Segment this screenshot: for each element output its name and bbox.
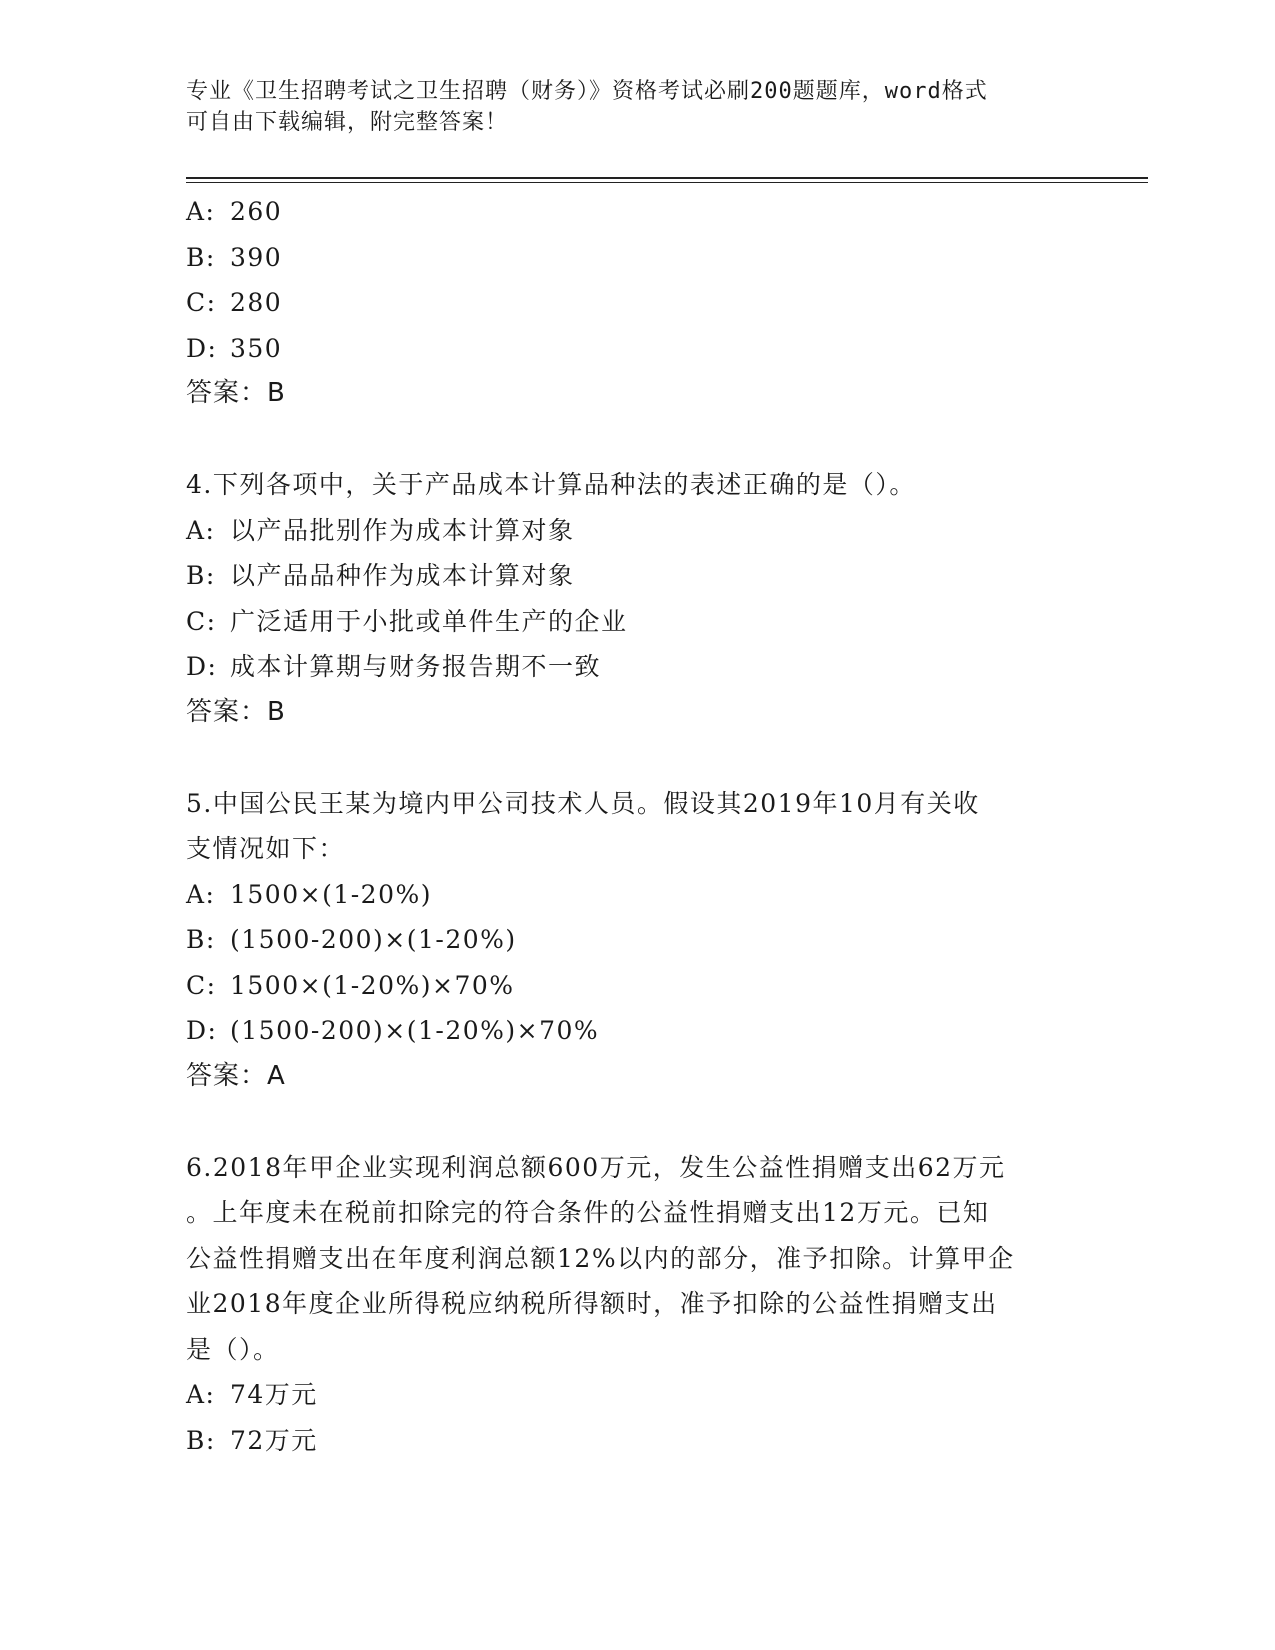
question-stem-line-5: 是（）。	[186, 1334, 280, 1364]
question-4	[186, 462, 1086, 735]
option-b: B: 以产品品种作为成本计算对象	[186, 561, 575, 590]
question-stem-line-4: 业2018年度企业所得税应纳税所得额时，准予扣除的公益性捐赠支出	[186, 1289, 998, 1318]
option-c: C: 1500×(1-20%)×70%	[186, 970, 515, 1000]
spacer	[186, 1099, 1086, 1145]
option-d: D: 350	[186, 333, 283, 363]
option-d: D: 成本计算期与财务报告期不一致	[186, 652, 602, 681]
question-stem: 4.下列各项中，关于产品成本计算品种法的表述正确的是（）。	[186, 470, 916, 499]
option-c: C: 280	[186, 288, 283, 317]
header-line-1: 专业《卫生招聘考试之卫生招聘（财务）》资格考试必刷200题题库，word格式	[186, 79, 988, 104]
spacer	[186, 417, 1086, 463]
header-divider-thin	[186, 182, 1148, 183]
document-header	[186, 76, 1086, 138]
question-list	[186, 189, 1086, 1463]
question-stem-line-1: 5.中国公民王某为境内甲公司技术人员。假设其2019年10月有关收	[186, 788, 980, 818]
question-5	[186, 781, 1086, 1100]
question-3	[186, 189, 1086, 417]
spacer	[186, 735, 1086, 781]
option-b: B: 390	[186, 242, 283, 272]
option-a: A: 以产品批别作为成本计算对象	[186, 515, 575, 545]
header-line-2: 可自由下载编辑，附完整答案！	[186, 110, 509, 135]
question-stem-line-2: 。上年度未在税前扣除完的符合条件的公益性捐赠支出12万元。已知	[186, 1198, 990, 1227]
question-stem-line-2: 支情况如下：	[186, 834, 346, 863]
option-b: B: (1500-200)×(1-20%)	[186, 925, 517, 954]
answer-line: 答案：B	[186, 378, 286, 408]
question-stem-line-1: 6.2018年甲企业实现利润总额600万元，发生公益性捐赠支出62万元	[186, 1152, 1006, 1182]
option-c: C: 广泛适用于小批或单件生产的企业	[186, 606, 628, 636]
answer-line: 答案：A	[186, 1060, 286, 1091]
question-stem-line-3: 公益性捐赠支出在年度利润总额12%以内的部分，准予扣除。计算甲企	[186, 1243, 1015, 1273]
option-a: A: 1500×(1-20%)	[186, 879, 432, 909]
option-a: A: 260	[186, 197, 283, 226]
question-6	[186, 1145, 1086, 1464]
option-b: B: 72万元	[186, 1425, 318, 1455]
option-d: D: (1500-200)×(1-20%)×70%	[186, 1016, 600, 1045]
option-a: A: 74万元	[186, 1380, 318, 1409]
answer-line: 答案：B	[186, 696, 286, 727]
header-divider-thick	[186, 177, 1148, 179]
